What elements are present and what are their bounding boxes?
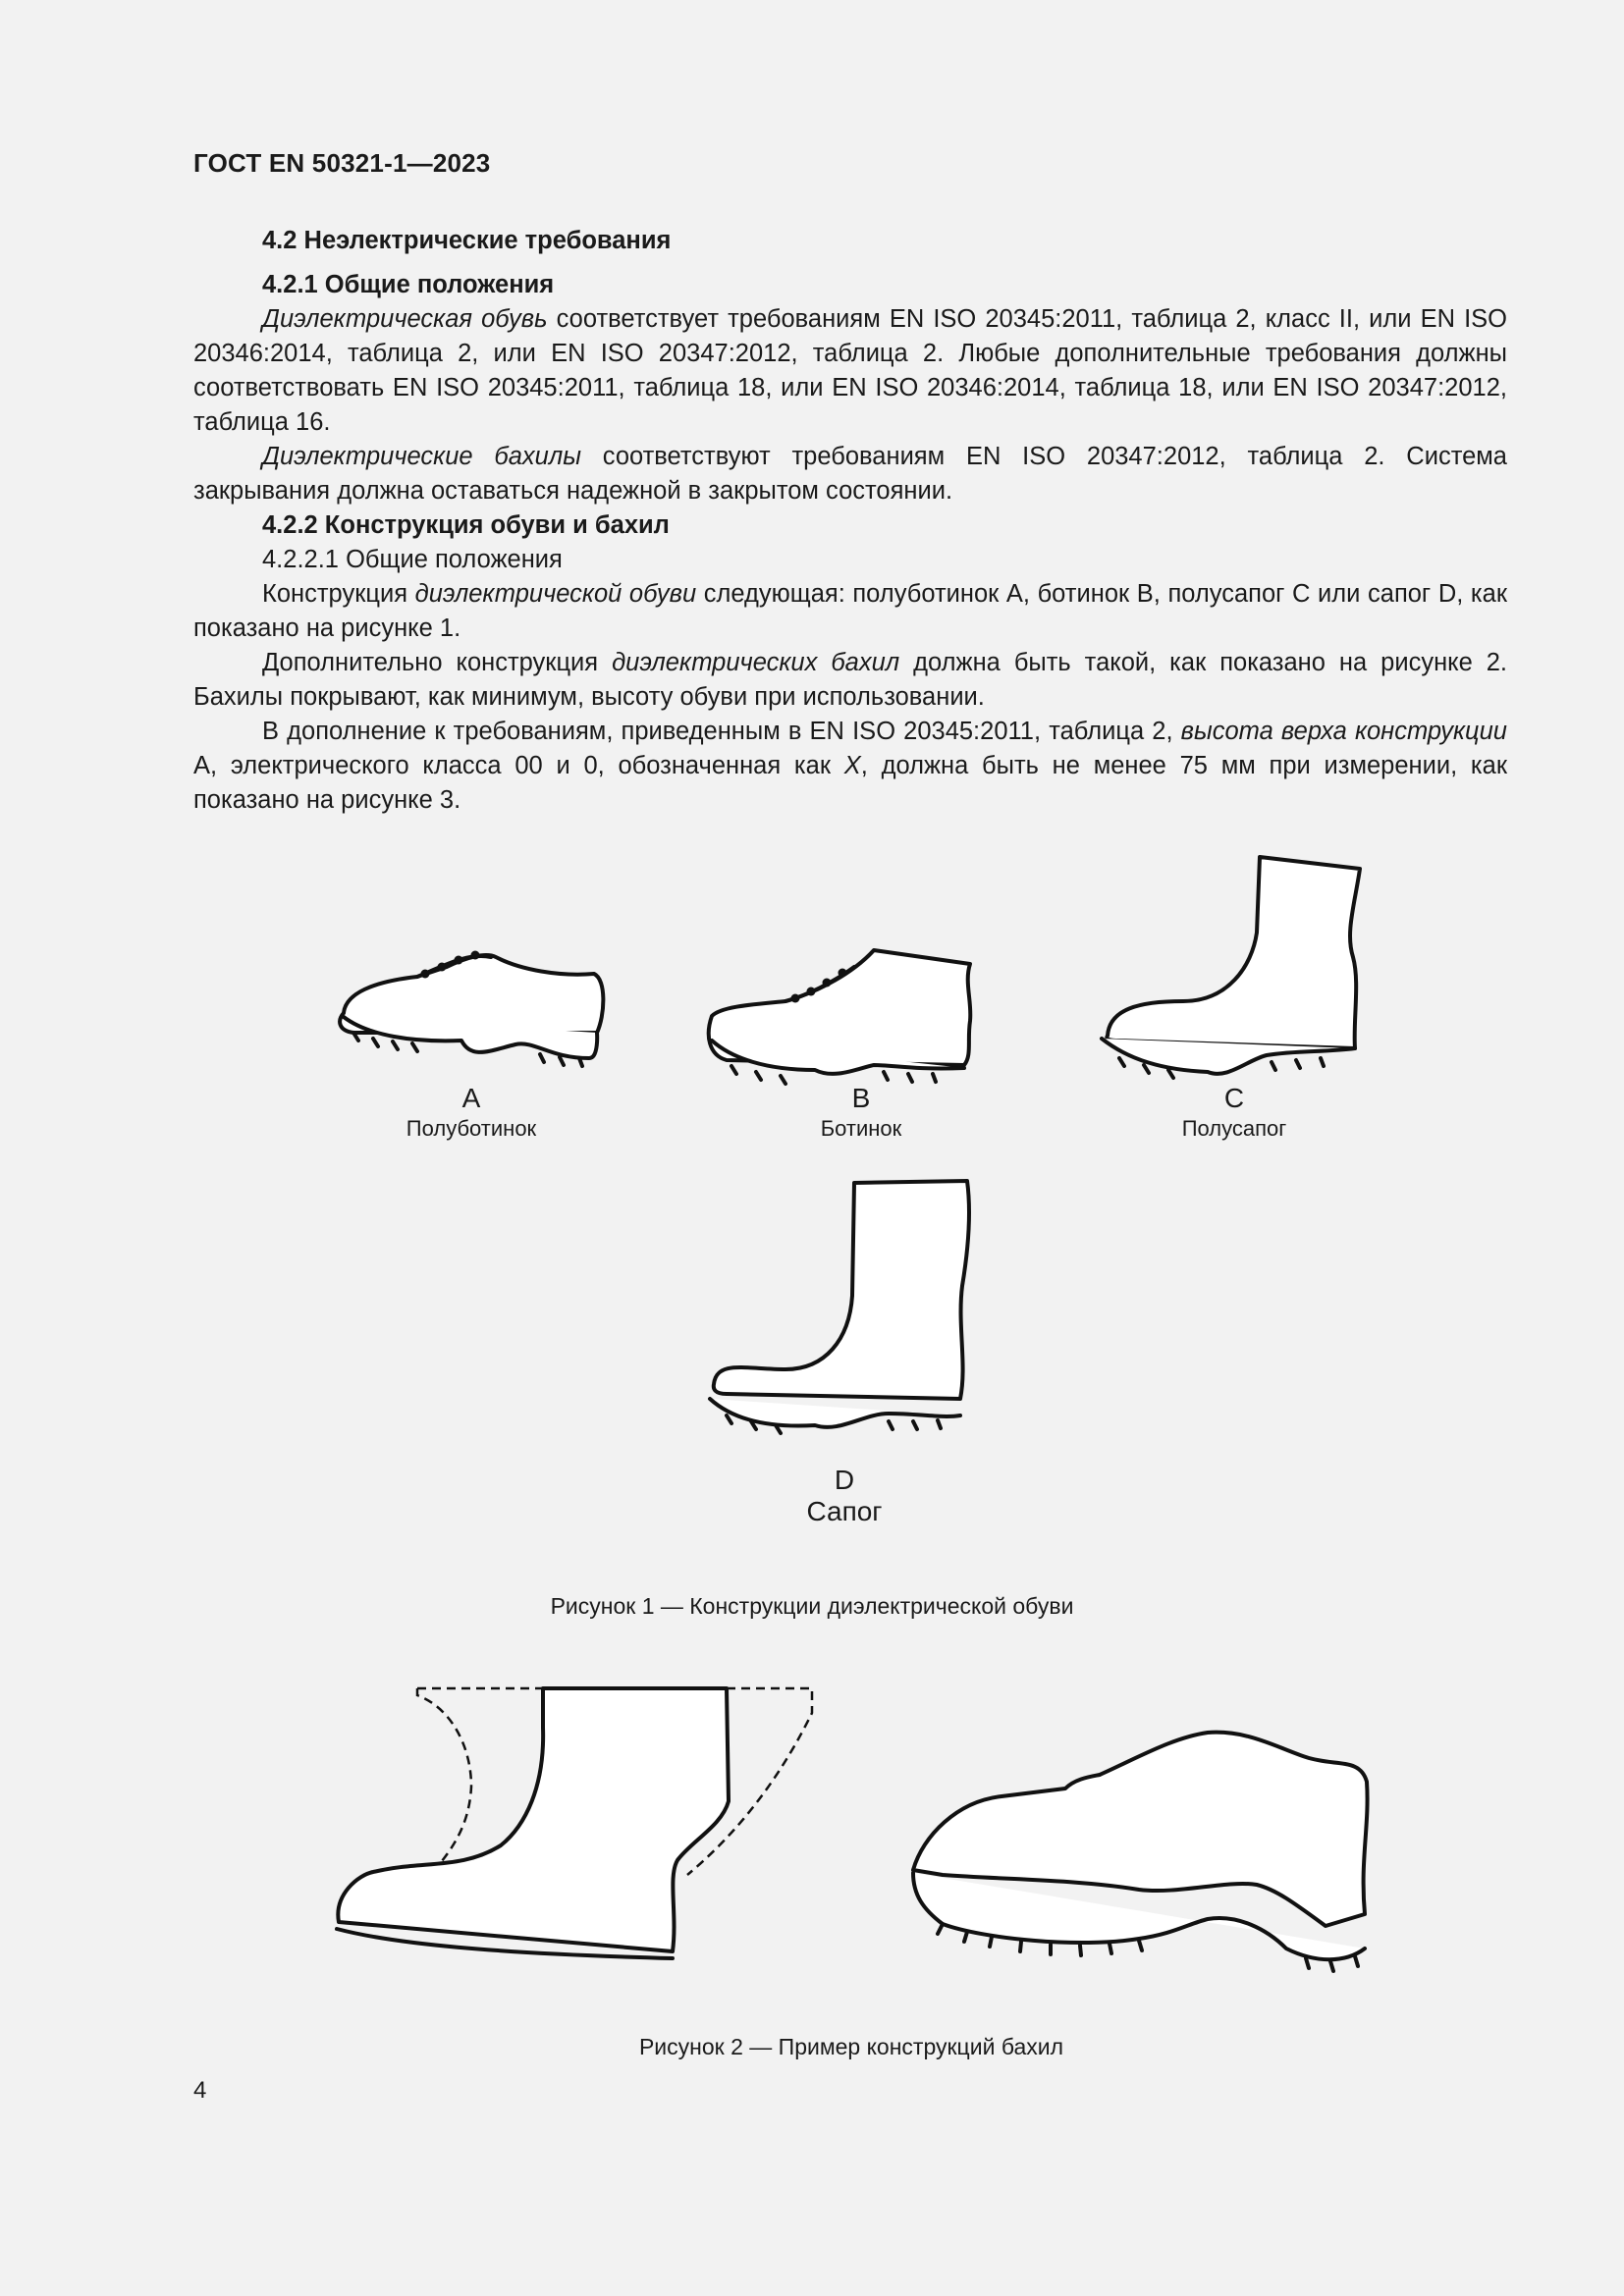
figure1-label-b-letter: B	[851, 1083, 871, 1113]
figure1-label-a-letter: A	[461, 1083, 481, 1113]
figure1-caption: Рисунок 1 — Конструкции диэлектрической обуви	[550, 1593, 1074, 1619]
section-4-2-2-title: 4.2.2 Конструкция обуви и бахил	[262, 511, 670, 539]
tall-boot-icon	[710, 1181, 969, 1433]
paragraph: Диэлектрическая обувь соответствует требованиям EN ISO 20345:2011, таблица 2, класс II, или EN ISO 20346:2014, таблица 2, или EN ISO 20347:2012, таблица 2. Любые дополнительные требования должны соответствовать EN ISO 20345:2011, таблица 18, или EN ISO 20346:2014, таблица 18, или EN ISO 20347:2012, таблица 16.	[193, 305, 1507, 436]
section-4-2-2-1-title: 4.2.2.1 Общие положения	[262, 546, 563, 573]
page-number: 4	[193, 2077, 207, 2104]
low-shoe-icon	[340, 951, 603, 1067]
paragraph: Диэлектрические бахилы соответствуют требованиям EN ISO 20347:2012, таблица 2. Система закрывания должна оставаться надежной в закрытом состоянии.	[193, 443, 1507, 505]
figure1-label-d-name: Сапог	[806, 1496, 883, 1526]
overshoe-low-icon	[913, 1733, 1368, 1971]
figure1-label-c-name: Полусапог	[1181, 1116, 1287, 1141]
overboot-tall-icon	[337, 1688, 812, 1958]
paragraph: Конструкция диэлектрической обуви следующая: полуботинок А, ботинок В, полусапог С или сапог D, как показано на рисунке 1.	[193, 580, 1507, 642]
figure1-drawing	[0, 844, 1624, 1453]
section-4-2-title: 4.2 Неэлектрические требования	[262, 227, 672, 254]
boot-icon	[709, 950, 971, 1084]
figure1-label-a-name: Полуботинок	[406, 1116, 537, 1141]
paragraph: В дополнение к требованиям, приведенным в EN ISO 20345:2011, таблица 2, высота верха конструкции А, электрического класса 00 и 0, обозначенная как X, должна быть не менее 75 мм при измерении, как показано на рисунке 3.	[193, 718, 1507, 814]
section-4-2-1-title: 4.2.1 Общие положения	[262, 271, 555, 298]
figure1-label-c-letter: C	[1223, 1083, 1245, 1113]
figure1-label-b-name: Ботинок	[820, 1116, 902, 1141]
figure2-drawing	[0, 1669, 1624, 2002]
document-header: ГОСТ EN 50321-1—2023	[193, 148, 491, 178]
paragraph: Дополнительно конструкция диэлектрических бахил должна быть такой, как показано на рисунке 2. Бахилы покрывают, как минимум, высоту обуви при использовании.	[193, 649, 1508, 711]
half-boot-icon	[1102, 857, 1360, 1078]
main-text	[193, 224, 1507, 818]
figure1-label-d-letter: D	[834, 1465, 855, 1495]
figure2-caption: Рисунок 2 — Пример конструкций бахил	[638, 2034, 1064, 2059]
